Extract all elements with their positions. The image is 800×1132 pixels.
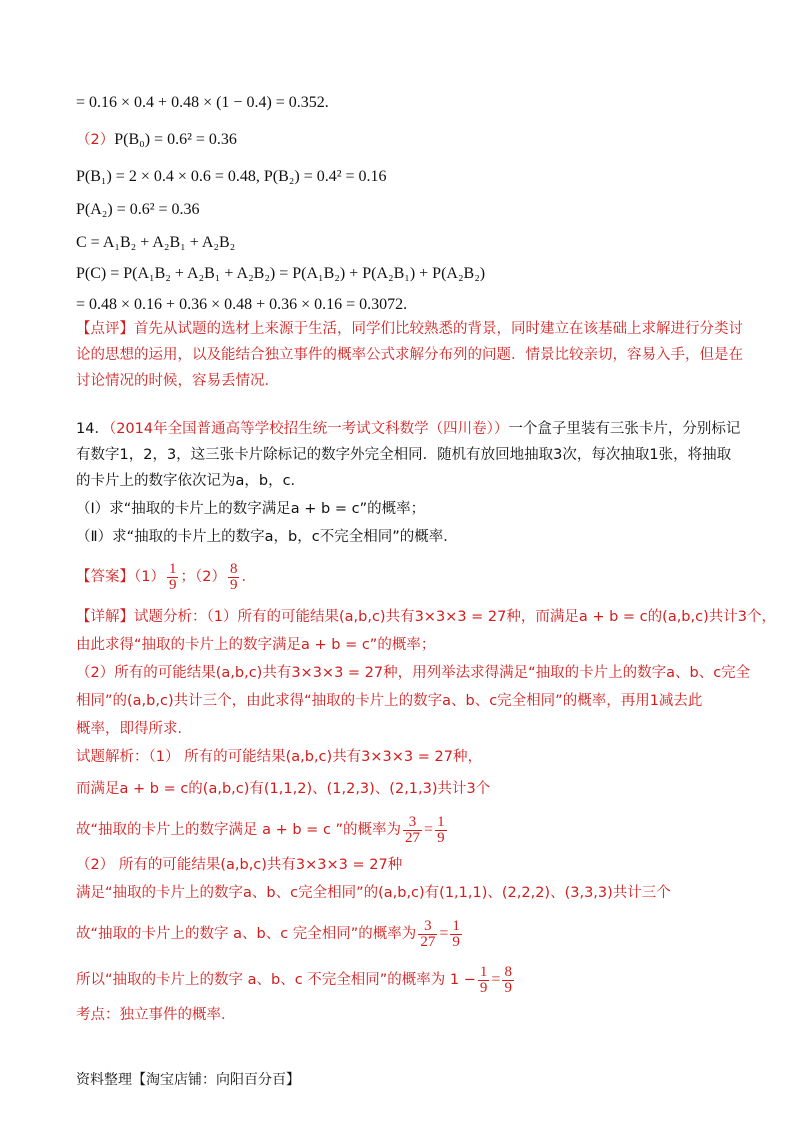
problem-source: （2014年全国普通高等学校招生统一考试文科数学（四川卷）） [108, 421, 509, 437]
fraction: $\frac{8}{9}$ [504, 963, 512, 996]
problem-text-3: 的卡片上的数字依次记为a，b，c． [76, 473, 306, 489]
answer-part-1-label: （1） [134, 569, 165, 585]
answer-line [76, 560, 760, 594]
fraction: $\frac{1}{9}$ [452, 917, 460, 950]
equation-line-3: P(B₁) = 2 × 0.4 × 0.6 = 0.48, P(B₂) = 0.4² = 0.16 [76, 168, 387, 185]
problem-part-2: （Ⅱ）求“抽取的卡片上的数字a，b，c不完全相同”的概率． [76, 529, 458, 545]
answer-part-2-label: （2） [194, 569, 226, 585]
solution-line-5: 满足“抽取的卡片上的数字a、b、c完全相同”的(a,b,c)有(1,1,1)、(2,2,2)、(3,3,3)共计三个 [76, 885, 671, 901]
equals-sign: = [491, 971, 501, 988]
equation-line-4: P(A₂) = 0.6² = 0.36 [76, 201, 200, 218]
solution-line-3 [76, 812, 760, 848]
equation-line-1: = 0.16 × 0.4 + 0.48 × (1 − 0.4) = 0.352. [76, 94, 329, 111]
answer-label: 【答案】 [76, 569, 134, 585]
fraction: $\frac{3}{27}$ [420, 917, 436, 950]
equals-sign: = [439, 925, 449, 942]
equals-sign: = [424, 821, 434, 838]
problem-text-2: 有数字1，2，3，这三张卡片除标记的数字外完全相同．随机有放回地抽取3次，每次抽取1张，将抽取 [76, 447, 732, 463]
detail-line-5: 概率，即得所求． [76, 721, 192, 737]
problem-part-1: （Ⅰ）求“抽取的卡片上的数字满足a + b = c”的概率； [76, 501, 426, 517]
problem-header [76, 418, 760, 440]
solution-line-1: 试题解析：（1） 所有的可能结果(a,b,c)共有3×3×3 = 27种， [76, 749, 482, 765]
equation-line-5: C = A₁B₂ + A₂B₁ + A₂B₂ [76, 234, 236, 251]
equation-line-2 [76, 128, 760, 151]
comment-line-2: 论的思想的运用，以及能结合独立事件的概率公式求解分布列的问题．情景比较亲切，容易入手，但是在 [76, 347, 743, 363]
equation-line-7: = 0.48 × 0.16 + 0.36 × 0.48 + 0.36 × 0.16 = 0.3072. [76, 296, 408, 313]
answer-separator: ； [180, 569, 195, 585]
solution-line-4: （2） 所有的可能结果(a,b,c)共有3×3×3 = 27种 [76, 857, 403, 873]
answer-fraction-2: $\frac{8}{9}$ [229, 560, 238, 593]
solution-text: 故“抽取的卡片上的数字满足 a + b = c ”的概率为 [76, 822, 402, 838]
solution-line-6 [76, 916, 760, 952]
fraction: $\frac{3}{27}$ [405, 813, 421, 846]
comment-line-3: 讨论情况的时候，容易丢情况． [76, 373, 279, 389]
detail-line-3: （2）所有的可能结果(a,b,c)共有3×3×3 = 27种，用列举法求得满足“抽取的卡片上的数字a、b、c完全 [76, 665, 751, 681]
detail-line-2: 由此求得“抽取的卡片上的数字满足a + b = c”的概率； [76, 637, 436, 653]
problem-text-1: 一个盒子里装有三张卡片，分别标记 [508, 421, 741, 437]
problem-number: 14． [76, 421, 109, 437]
solution-line-2: 而满足a + b = c的(a,b,c)有(1,1,2)、(1,2,3)、(2,1,3)共计3个 [76, 781, 491, 797]
solution-text: 所以“抽取的卡片上的数字 a、b、c 不完全相同”的概率为 1 − [76, 972, 476, 988]
equation-text: P(B₀) = 0.6² = 0.36 [114, 131, 237, 148]
page-footer: 资料整理【淘宝店铺：向阳百分百】 [76, 1072, 300, 1088]
solution-text: 故“抽取的卡片上的数字 a、b、c 完全相同”的概率为 [76, 926, 417, 942]
fraction: $\frac{1}{9}$ [437, 813, 445, 846]
fraction: $\frac{1}{9}$ [479, 963, 488, 996]
solution-line-8: 考点：独立事件的概率． [76, 1007, 236, 1023]
comment-line-1: 【点评】首先从试题的选材上来源于生活，同学们比较熟悉的背景，同时建立在该基础上求解进行分类讨 [76, 321, 743, 337]
detail-line-4: 相同”的(a,b,c)共计三个，由此求得“抽取的卡片上的数字a、b、c完全相同”的概率，再用1减去此 [76, 693, 703, 709]
solution-line-7 [76, 962, 760, 998]
answer-end: ． [241, 569, 256, 585]
part-label: （2） [76, 132, 115, 148]
detail-line-1: 【详解】试题分析：（1）所有的可能结果(a,b,c)共有3×3×3 = 27种，而满足a + b = c的(a,b,c)共计3个， [76, 609, 776, 625]
answer-fraction-1: $\frac{1}{9}$ [168, 560, 177, 593]
equation-line-6: P(C) = P(A₁B₂ + A₂B₁ + A₂B₂) = P(A₁B₂) + P(A₂B₁) + P(A₂B₂) [76, 265, 486, 282]
